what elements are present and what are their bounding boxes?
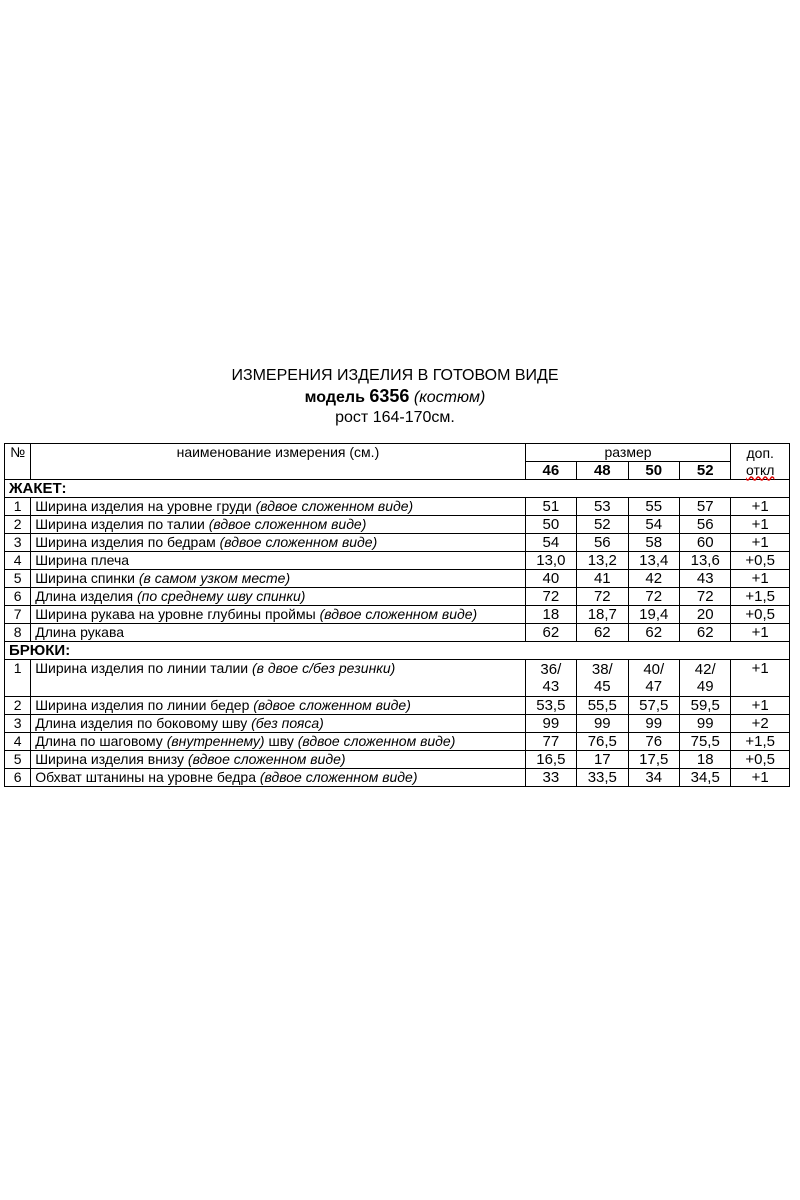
size-value: 43 [679, 570, 730, 588]
measurement-label: Ширина изделия по бедрам [35, 534, 220, 550]
model-kind: (костюм) [413, 389, 486, 406]
size-value: 99 [679, 715, 730, 733]
measurement-note: (внутреннему) [166, 733, 265, 749]
size-label: 46 [525, 462, 576, 480]
table-row [5, 697, 790, 715]
row-number: 3 [5, 715, 31, 733]
size-value: 53,5 [525, 697, 576, 715]
measurement-label: Обхват штанины на уровне бедра [35, 769, 260, 785]
tolerance-value: +1 [731, 624, 790, 642]
measurement-name [31, 606, 525, 624]
size-value: 13,2 [577, 552, 628, 570]
section-row [5, 642, 790, 660]
size-value: 16,5 [525, 751, 576, 769]
model-line [0, 386, 790, 408]
height-range: рост 164-170см. [335, 409, 455, 426]
size-value: 99 [525, 715, 576, 733]
measurement-label: шву [264, 733, 298, 749]
measurement-label: Ширина изделия внизу [35, 751, 188, 767]
tolerance-value: +1 [731, 534, 790, 552]
measurement-label: Ширина рукава на уровне глубины проймы [35, 606, 320, 622]
size-value: 17,5 [628, 751, 679, 769]
table-row [5, 606, 790, 624]
col-tolerance-header [731, 444, 790, 480]
measurement-note: (вдвое сложенном виде) [297, 733, 456, 749]
size-value: 42/ 49 [679, 660, 730, 697]
measurement-name [31, 697, 525, 715]
measurement-name [31, 733, 525, 751]
size-value: 19,4 [628, 606, 679, 624]
measurement-name [31, 660, 525, 697]
measurement-note: (вдвое сложенном виде) [208, 516, 367, 532]
measurement-name [31, 769, 525, 787]
size-value: 76,5 [577, 733, 628, 751]
tolerance-header-line1: доп. [746, 444, 774, 461]
size-value: 72 [679, 588, 730, 606]
document-title: ИЗМЕРЕНИЯ ИЗДЕЛИЯ В ГОТОВОМ ВИДЕ [231, 367, 559, 384]
size-value: 58 [628, 534, 679, 552]
size-value: 57,5 [628, 697, 679, 715]
measurement-note: (вдвое сложенном виде) [187, 751, 346, 767]
measurement-name [31, 751, 525, 769]
table-row [5, 498, 790, 516]
measurement-note: (вдвое сложенном виде) [255, 498, 414, 514]
measurements-table [4, 443, 790, 787]
size-value: 55 [628, 498, 679, 516]
row-number: 4 [5, 733, 31, 751]
tolerance-value: +2 [731, 715, 790, 733]
model-label: модель [304, 389, 365, 406]
tolerance-value: +1 [731, 516, 790, 534]
measurement-note: (вдвое сложенном виде) [259, 769, 418, 785]
size-value: 36/ 43 [525, 660, 576, 697]
size-value: 20 [679, 606, 730, 624]
measurement-note: (по среднему шву спинки) [136, 588, 306, 604]
tolerance-value: +1 [731, 570, 790, 588]
measurement-label: Ширина плеча [35, 552, 130, 568]
row-number: 2 [5, 697, 31, 715]
model-number: 6356 [369, 386, 410, 406]
table-row [5, 516, 790, 534]
measurement-note: (без пояса) [251, 715, 324, 731]
section-row [5, 480, 790, 498]
row-number: 3 [5, 534, 31, 552]
size-label: 48 [577, 462, 628, 480]
table-row [5, 751, 790, 769]
col-size-header: размер [525, 444, 731, 462]
table-row [5, 570, 790, 588]
tolerance-value: +1,5 [731, 588, 790, 606]
size-value: 18 [525, 606, 576, 624]
table-row [5, 660, 790, 697]
row-number: 6 [5, 588, 31, 606]
size-value: 40 [525, 570, 576, 588]
size-value: 41 [577, 570, 628, 588]
measurement-label: Ширина изделия по талии [35, 516, 209, 532]
size-value: 13,0 [525, 552, 576, 570]
measurement-note: (в двое с/без резинки) [252, 660, 396, 676]
measurement-label: Ширина спинки [35, 570, 139, 586]
table-row [5, 715, 790, 733]
row-number: 1 [5, 498, 31, 516]
row-number: 7 [5, 606, 31, 624]
measurement-note: (вдвое сложенном виде) [253, 697, 411, 713]
tolerance-value: +1 [731, 660, 790, 697]
measurement-name [31, 498, 525, 516]
measurement-label: Длина изделия по боковому шву [35, 715, 252, 731]
measurement-label: Ширина изделия на уровне груди [35, 498, 256, 514]
size-value: 52 [577, 516, 628, 534]
size-value: 76 [628, 733, 679, 751]
row-number: 6 [5, 769, 31, 787]
measurement-name [31, 534, 525, 552]
size-value: 51 [525, 498, 576, 516]
size-value: 72 [628, 588, 679, 606]
measurement-name [31, 516, 525, 534]
measurement-name [31, 715, 525, 733]
size-value: 99 [577, 715, 628, 733]
col-number-header: № [5, 444, 31, 480]
measurement-name [31, 624, 525, 642]
size-value: 50 [525, 516, 576, 534]
tolerance-value: +1 [731, 697, 790, 715]
measurement-label: Длина по шаговому [35, 733, 167, 749]
size-value: 99 [628, 715, 679, 733]
size-value: 62 [577, 624, 628, 642]
size-value: 40/ 47 [628, 660, 679, 697]
size-value: 56 [577, 534, 628, 552]
size-value: 72 [525, 588, 576, 606]
table-row [5, 534, 790, 552]
row-number: 5 [5, 751, 31, 769]
row-number: 8 [5, 624, 31, 642]
col-name-header: наименование измерения (см.) [31, 444, 525, 480]
measurement-note: (вдвое сложенном виде) [319, 606, 478, 622]
size-value: 34,5 [679, 769, 730, 787]
measurement-label: Ширина изделия по линии бедер [35, 697, 254, 713]
size-value: 54 [628, 516, 679, 534]
size-label: 52 [679, 462, 730, 480]
size-value: 42 [628, 570, 679, 588]
size-value: 62 [628, 624, 679, 642]
size-label: 50 [628, 462, 679, 480]
section-title: БРЮКИ: [5, 642, 790, 660]
row-number: 4 [5, 552, 31, 570]
table-row [5, 733, 790, 751]
size-value: 72 [577, 588, 628, 606]
tolerance-value: +0,5 [731, 606, 790, 624]
size-value: 33 [525, 769, 576, 787]
size-value: 77 [525, 733, 576, 751]
size-value: 33,5 [577, 769, 628, 787]
measurement-label: Ширина изделия по линии талии [35, 660, 253, 676]
size-value: 17 [577, 751, 628, 769]
size-value: 55,5 [577, 697, 628, 715]
measurement-label: Длина рукава [35, 624, 125, 640]
section-title: ЖАКЕТ: [5, 480, 790, 498]
row-number: 2 [5, 516, 31, 534]
size-value: 34 [628, 769, 679, 787]
size-value: 18 [679, 751, 730, 769]
measurement-name [31, 552, 525, 570]
measurement-name [31, 588, 525, 606]
tolerance-header-line2: откл [746, 461, 775, 478]
tolerance-value: +1,5 [731, 733, 790, 751]
table-row [5, 624, 790, 642]
measurement-note: (вдвое сложенном виде) [219, 534, 378, 550]
size-value: 75,5 [679, 733, 730, 751]
size-value: 57 [679, 498, 730, 516]
size-value: 53 [577, 498, 628, 516]
size-value: 13,4 [628, 552, 679, 570]
size-value: 62 [679, 624, 730, 642]
size-value: 60 [679, 534, 730, 552]
size-value: 18,7 [577, 606, 628, 624]
table-row [5, 588, 790, 606]
size-value: 38/ 45 [577, 660, 628, 697]
document-header [0, 366, 790, 428]
tolerance-value: +0,5 [731, 552, 790, 570]
tolerance-value: +1 [731, 498, 790, 516]
row-number: 5 [5, 570, 31, 588]
size-value: 62 [525, 624, 576, 642]
measurement-name [31, 570, 525, 588]
size-value: 54 [525, 534, 576, 552]
size-value: 56 [679, 516, 730, 534]
size-value: 13,6 [679, 552, 730, 570]
table-row [5, 552, 790, 570]
size-value: 59,5 [679, 697, 730, 715]
row-number: 1 [5, 660, 31, 697]
table-header-row [5, 444, 790, 462]
measurement-note: (в самом узком месте) [138, 570, 291, 586]
tolerance-value: +1 [731, 769, 790, 787]
measurement-label: Длина изделия [35, 588, 137, 604]
table-row [5, 769, 790, 787]
tolerance-value: +0,5 [731, 751, 790, 769]
